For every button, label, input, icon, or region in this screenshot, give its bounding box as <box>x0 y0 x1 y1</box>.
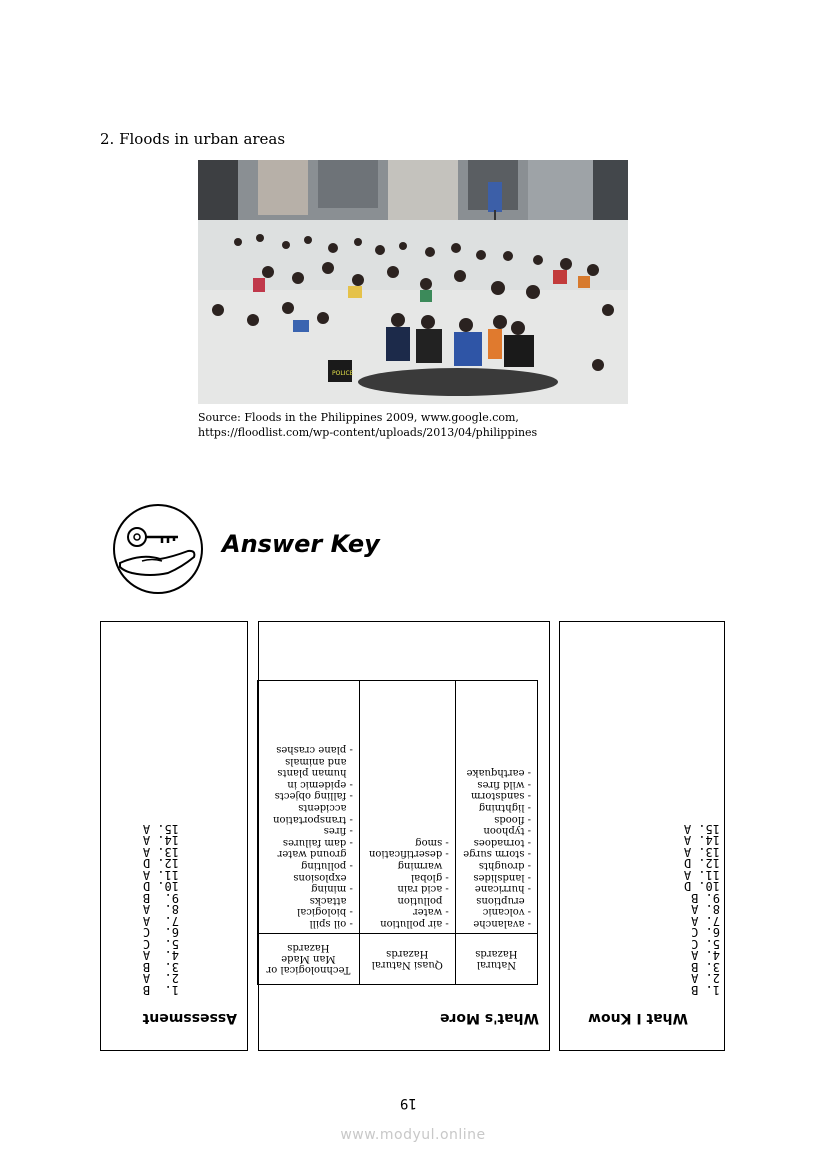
list-item: - landslides <box>473 871 531 883</box>
answer-item: 11. A <box>683 868 720 882</box>
assessment-answers <box>143 823 179 996</box>
answer-item: 1. B <box>142 983 179 997</box>
whats-more-title: What's More <box>440 1010 539 1026</box>
flood-photo <box>198 160 628 404</box>
answer-item: 4. A <box>142 948 179 963</box>
answer-item: 3. B <box>691 960 720 974</box>
list-item: explosions <box>293 871 353 883</box>
list-item: - volcanic <box>482 906 531 918</box>
list-item: - sandstorm <box>471 790 531 802</box>
list-item: - falling objects <box>274 790 353 802</box>
answer-item: 8. A <box>142 902 179 917</box>
list-item: attacks <box>309 894 353 906</box>
answer-item: 14. A <box>683 833 720 848</box>
list-item: accidents <box>298 802 353 814</box>
answer-item: 5. C <box>142 937 179 951</box>
list-item: - typhoon <box>483 825 531 837</box>
natural-hazards-cell <box>455 681 537 934</box>
list-item: - tornadoes <box>473 836 531 848</box>
section-heading: 2. Floods in urban areas <box>100 130 286 148</box>
answer-key-title: Answer Key <box>222 530 380 558</box>
answer-item: 7. A <box>142 914 179 928</box>
assessment-title: Assessment <box>142 1010 237 1026</box>
answer-item: 12. D <box>683 856 720 871</box>
list-item: - epidemic in <box>287 778 353 790</box>
list-item: - acid rain <box>397 883 449 895</box>
list-item: - water <box>412 906 449 918</box>
whats-more-box <box>258 621 550 1051</box>
answer-item: 7. A <box>691 914 720 928</box>
list-item: - plane crashes <box>276 744 353 756</box>
answer-item: 10. D <box>683 879 720 894</box>
answer-item: 11. A <box>142 868 179 882</box>
column-header: Technological or Man Made Hazards <box>258 934 360 985</box>
police-label: POLICE <box>332 370 354 377</box>
key-in-hand-icon <box>112 503 204 595</box>
answer-item: 6. C <box>142 925 179 940</box>
list-item: ground water <box>277 848 353 860</box>
what-i-know-box <box>559 621 725 1051</box>
answer-item: 14. A <box>142 833 179 848</box>
list-item: - fires <box>323 825 353 837</box>
technological-hazards-cell <box>258 681 360 934</box>
list-item: and animals <box>285 755 353 767</box>
list-item: - polluting <box>300 860 353 872</box>
list-item: - biological <box>297 906 353 918</box>
list-item: - droughts <box>478 860 531 872</box>
column-header: Quasi Natural Hazards <box>359 934 455 985</box>
what-i-know-title: What I Know <box>588 1010 688 1026</box>
answer-item: 5. C <box>691 937 720 951</box>
list-item: - desertification <box>368 848 449 860</box>
answer-item: 9. B <box>691 891 720 905</box>
answer-item: 8. A <box>691 902 720 917</box>
list-item: - transportation <box>273 813 353 825</box>
answer-item: 1. B <box>691 983 720 997</box>
answer-item: 13. A <box>142 845 179 859</box>
list-item: - avalanche <box>473 918 531 929</box>
answer-item: 13. A <box>683 845 720 859</box>
list-item: - floods <box>494 813 531 825</box>
watermark: www.modyul.online <box>340 1127 486 1143</box>
answer-item: 12. D <box>142 856 179 871</box>
answer-item: 10. D <box>142 879 179 894</box>
list-item: human plants <box>277 767 353 779</box>
list-item: - mining <box>311 883 353 895</box>
list-item: - oil spill <box>309 918 353 929</box>
list-item: - smog <box>415 836 449 848</box>
column-header: Natural Hazards <box>455 934 537 985</box>
list-item: - global <box>411 871 449 883</box>
photo-caption-source: Source: Floods in the Philippines 2009, www.google.com, <box>198 411 519 424</box>
answer-item: 6. C <box>691 925 720 940</box>
list-item: - hurricane <box>474 883 531 895</box>
answer-item: 4. A <box>691 948 720 963</box>
assessment-box <box>100 621 248 1051</box>
photo-caption-url: https://floodlist.com/wp-content/uploads/2013/04/philippines <box>198 426 538 439</box>
answer-item: 2. A <box>691 971 720 986</box>
answer-item: 15. A <box>142 822 179 836</box>
hazards-table <box>257 680 538 985</box>
list-item: - dam failures <box>282 836 353 848</box>
quasi-natural-hazards-cell <box>359 681 455 934</box>
page-number: 19 <box>400 1095 417 1111</box>
answer-item: 3. B <box>142 960 179 974</box>
answer-item: 2. A <box>142 971 179 986</box>
what-i-know-answers <box>684 823 720 996</box>
list-item: pollution <box>397 894 449 906</box>
list-item: - air pollution <box>380 918 449 929</box>
list-item: eruptions <box>476 894 531 906</box>
answer-item: 9. B <box>142 891 179 905</box>
answer-item: 15. A <box>683 822 720 836</box>
list-item: - lightning <box>478 802 531 814</box>
list-item: - storm surge <box>463 848 531 860</box>
list-item: - earthquake <box>466 767 531 779</box>
list-item: - wild fires <box>477 778 531 790</box>
list-item: warming <box>397 860 449 872</box>
